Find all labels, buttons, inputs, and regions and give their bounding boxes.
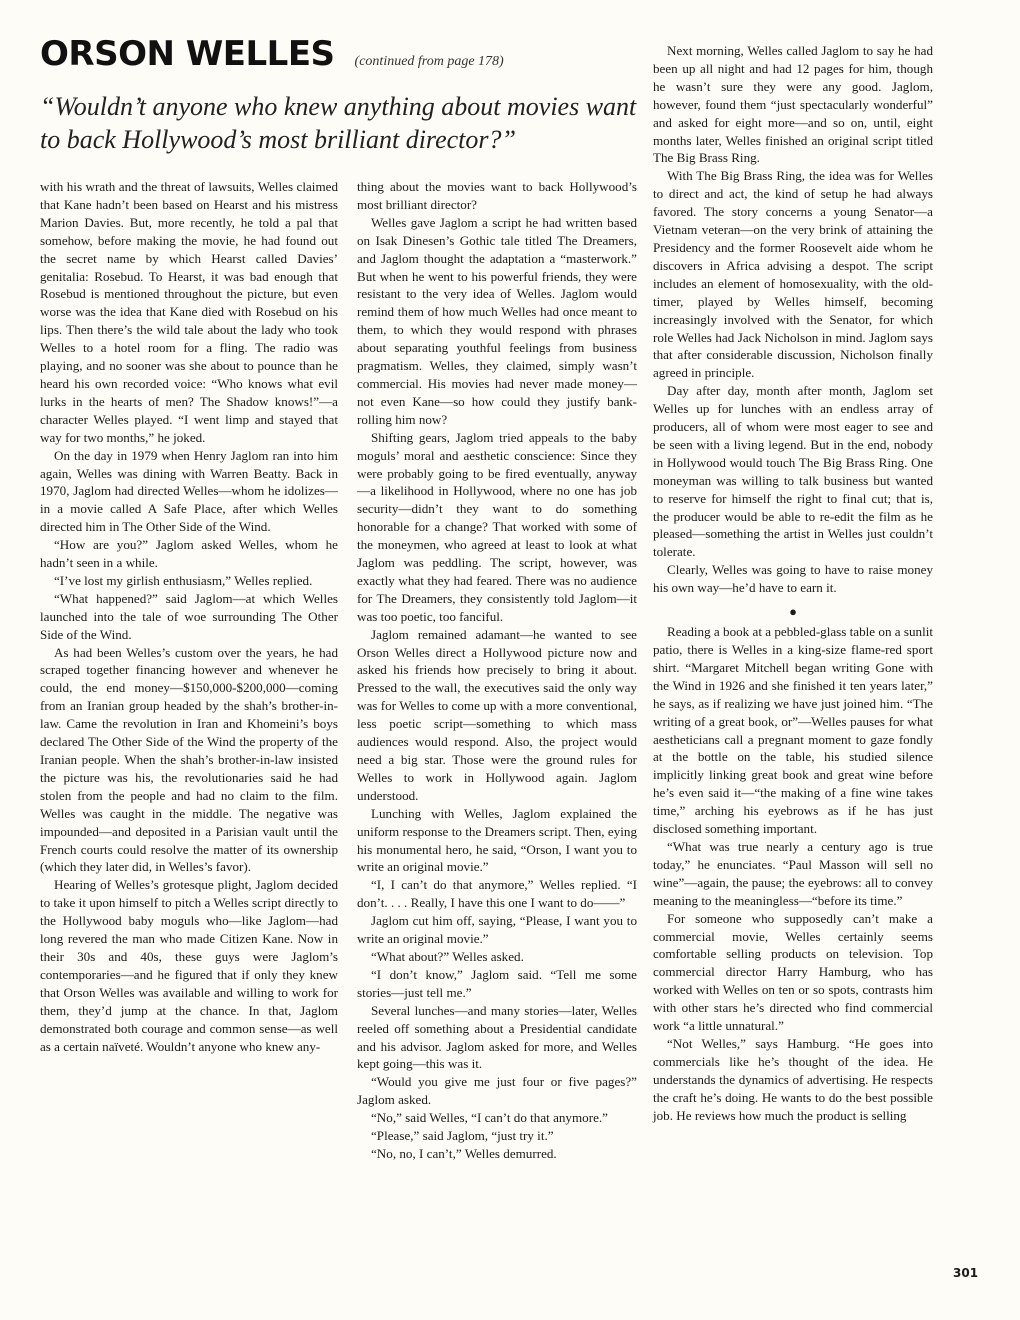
paragraph: “I’ve lost my girlish enthusiasm,” Welles replied. (54, 572, 313, 588)
paragraph: Next morning, Welles called Jaglom to say he had been up all night and had 12 pages for him, though he wasn’t sure they were any good. Jaglom, however, found them “just spectacularly wonderful” and asked for eight more—and so on, until, eight months later, Welles finished an original script titled The Big Brass Ring. (653, 43, 933, 166)
paragraph: Jaglom remained adamant—he wanted to see Orson Welles direct a Hollywood picture now and asked his friends how precisely to bring it about. Pressed to the wall, the executives said the only way was for Welles to come up with a more conventional, less poetic script—something to which mass audiences would respond. Also, the project would need a big star. Those were the ground rules for Welles to work in Hollywood again. Jaglom understood. (357, 626, 637, 803)
paragraph: “No,” said Welles, “I can’t do that anymore.” (371, 1110, 608, 1126)
paragraph: Day after day, month after month, Jaglom set Welles up for lunches with an endless array of producers, all of whom were most eager to see and be seen with a living legend. But in the end, nobody in Hollywood would touch The Big Brass Ring. One moneyman was willing to talk business but wanted to reserve for himself the right to final cut; that is, the producer would be able to re-edit the film as he pleased—something the artist in Welles just couldn’t tolerate. (653, 383, 933, 560)
paragraph: “What about?” Welles asked. (371, 948, 524, 964)
paragraph: Welles gave Jaglom a script he had written based on Isak Dinesen’s Gothic tale titled The Dreamers, and Jaglom thought the adaptation a “masterwork.” But when he went to his powerful friends, they were resistant to the very idea of Welles. Jaglom would remind them of how much Welles had once meant to them, to which they would respond with phrases about separating youthful feelings from business pragmatism. Welles, they claimed, simply wasn’t commercial. His movies had never made money—not even Kane—so how could they justify bank-rolling him now? (357, 214, 637, 427)
column-1 (40, 178, 338, 1055)
article-header (40, 34, 640, 74)
paragraph: with his wrath and the threat of lawsuits, Welles claimed that Kane hadn’t been based on Hearst and his mistress Marion Davies. But, more recently, he told a pal that somehow, before making the movie, he had found out the secret name by which Hearst called Davies’ genitalia: Rosebud. To Hearst, it was bad enough that Rosebud is mentioned throughout the picture, but even worse was the idea that Kane died with Rosebud on his lips. Then there’s the wild tale about the lady who took Welles to a hotel room for a fling. The radio was playing, and no sooner was she about to pounce than he heard his own recorded voice: “Who knows what evil lurks in the hearts of men? The Shadow knows!”—a character Welles played. “I went limp and stayed that way for two months,” he joked. (40, 179, 338, 445)
paragraph: With The Big Brass Ring, the idea was for Welles to direct and act, the kind of setup he had always favored. The story concerns a young Senator—a Vietnam veteran—on the very brink of attaining the Presidency and the former Roosevelt aide whom he discovers in Africa advising a despot. The script includes an element of homosexuality, with the old-timer, played by Welles himself, becoming increasingly involved with the Senator, for which role Welles had Jack Nicholson in mind. Jaglom says that after considerable discussion, Nicholson finally agreed in principle. (653, 168, 933, 381)
section-break-bullet: ● (789, 604, 797, 620)
paragraph: “How are you?” Jaglom asked Welles, whom he hadn’t seen in a while. (40, 537, 338, 571)
paragraph: On the day in 1979 when Henry Jaglom ran into him again, Welles was dining with Warren Beatty. Back in 1970, Jaglom had directed Welles—whom he idolizes—in a movie called A Safe Place, after which Welles directed him in The Other Side of the Wind. (40, 447, 338, 535)
paragraph: Hearing of Welles’s grotesque plight, Jaglom decided to take it upon himself to pitch a Welles script directly to the Hollywood baby moguls who—like Jaglom—had long revered the man who made Citizen Kane. Now in their 30s and 40s, these guys were Jaglom’s contemporaries—and he figured that if only they knew that Orson Welles was available and willing to work for them, they’d jump at the chance. In that, Jaglom demonstrated both courage and common sense—as well as a certain naïveté. Wouldn’t anyone who knew any- (40, 877, 338, 1054)
paragraph: “What happened?” said Jaglom—at which Welles launched into the tale of woe surrounding The Other Side of the Wind. (40, 590, 338, 642)
column-2 (357, 178, 637, 1163)
paragraph: thing about the movies want to back Hollywood’s most brilliant director? (357, 179, 637, 212)
paragraph: As had been Welles’s custom over the years, he had scraped together financing however and whenever he could, the end money—$150,000-$200,000—coming from an Iranian group headed by the shah’s brother-in-law. Came the revolution in Iran and Khomeini’s boys declared The Other Side of the Wind the property of the Iranian people. When the shah’s brother-in-law insisted the picture was his, the revolutionaries said he had stolen from the people and had no claim to the film. Welles was caught in the middle. The negative was impounded—and deposited in a Parisian vault until the French courts could resolve the matter of its ownership (which they later did, in Welles’s favor). (40, 644, 338, 875)
paragraph: Several lunches—and many stories—later, Welles reeled off something about a Presidential candidate and his advisor. Jaglom asked for more, and Welles kept going—this was it. (357, 1002, 637, 1072)
paragraph: Clearly, Welles was going to have to raise money his own way—he’d have to earn it. (653, 562, 933, 596)
article-title: ORSON WELLES (40, 34, 335, 74)
paragraph: “What was true nearly a century ago is true today,” he enunciates. “Paul Masson will sell no wine”—again, the pause; the eyebrows: all to convey meaning to the meaningless—“before its time.” (653, 838, 933, 908)
paragraph: Shifting gears, Jaglom tried appeals to the baby moguls’ moral and aesthetic conscience: Since they were probably going to be fired eventually, anyway—a likelihood in Hollywood, where no one has job security—didn’t they want to do something honorable for a change? That worked with some of the moneymen, who agreed at least to look at what Jaglom was peddling. The script, however, was exactly what they had feared. There was no audience for The Dreamers, they consistently told Jaglom—it was too poetic, too fanciful. (357, 429, 637, 624)
paragraph: Reading a book at a pebbled-glass table on a sunlit patio, there is Welles in a king-size flame-red sport shirt. “Margaret Mitchell began writing Gone with the Wind in 1926 and she finished it ten years later,” he says, as if realizing we have just joined him. “The writing of a great book, or”—Welles pauses for what aestheticians call a pregnant moment to gaze fondly at the bottle on the table, his studied silence implicitly linking great book and great wine before he’s even said it—“the making of a fine wine takes time,” arching his eyebrows as if he has just disclosed something important. (653, 624, 933, 837)
continued-note: (continued from page 178) (354, 54, 504, 69)
pull-quote: “Wouldn’t anyone who knew anything about movies want to back Hollywood’s most brilliant director?” (40, 92, 637, 154)
paragraph: Jaglom cut him off, saying, “Please, I want you to write an original movie.” (357, 913, 637, 947)
paragraph: For someone who supposedly can’t make a commercial movie, Welles certainly seems comfortable selling products on television. Top commercial director Harry Hamburg, who has worked with Welles on ten or so spots, contrasts him with other stars he’s directed who find commercial work “a little unnatural.” (653, 910, 933, 1034)
column-3 (653, 42, 933, 1124)
paragraph: “I, I can’t do that anymore,” Welles replied. “I don’t. . . . Really, I have this one I want to do——” (357, 877, 637, 911)
page-number: 301 (953, 1266, 979, 1280)
paragraph: “Would you give me just four or five pages?” Jaglom asked. (357, 1074, 637, 1108)
paragraph: “Not Welles,” says Hamburg. “He goes into commercials like he’s thought of the idea. He understands the dynamics of advertising. He respects the craft he’s doing. He wants to do the best possible job. He reviews how much the product is selling (653, 1035, 933, 1123)
paragraph: “Please,” said Jaglom, “just try it.” (371, 1128, 554, 1144)
paragraph: “No, no, I can’t,” Welles demurred. (371, 1145, 557, 1161)
paragraph: Lunching with Welles, Jaglom explained the uniform response to the Dreamers script. Then, eying his monumental hero, he said, “Orson, I want you to write an original movie.” (357, 805, 637, 875)
paragraph: “I don’t know,” Jaglom said. “Tell me some stories—just tell me.” (357, 966, 637, 1000)
